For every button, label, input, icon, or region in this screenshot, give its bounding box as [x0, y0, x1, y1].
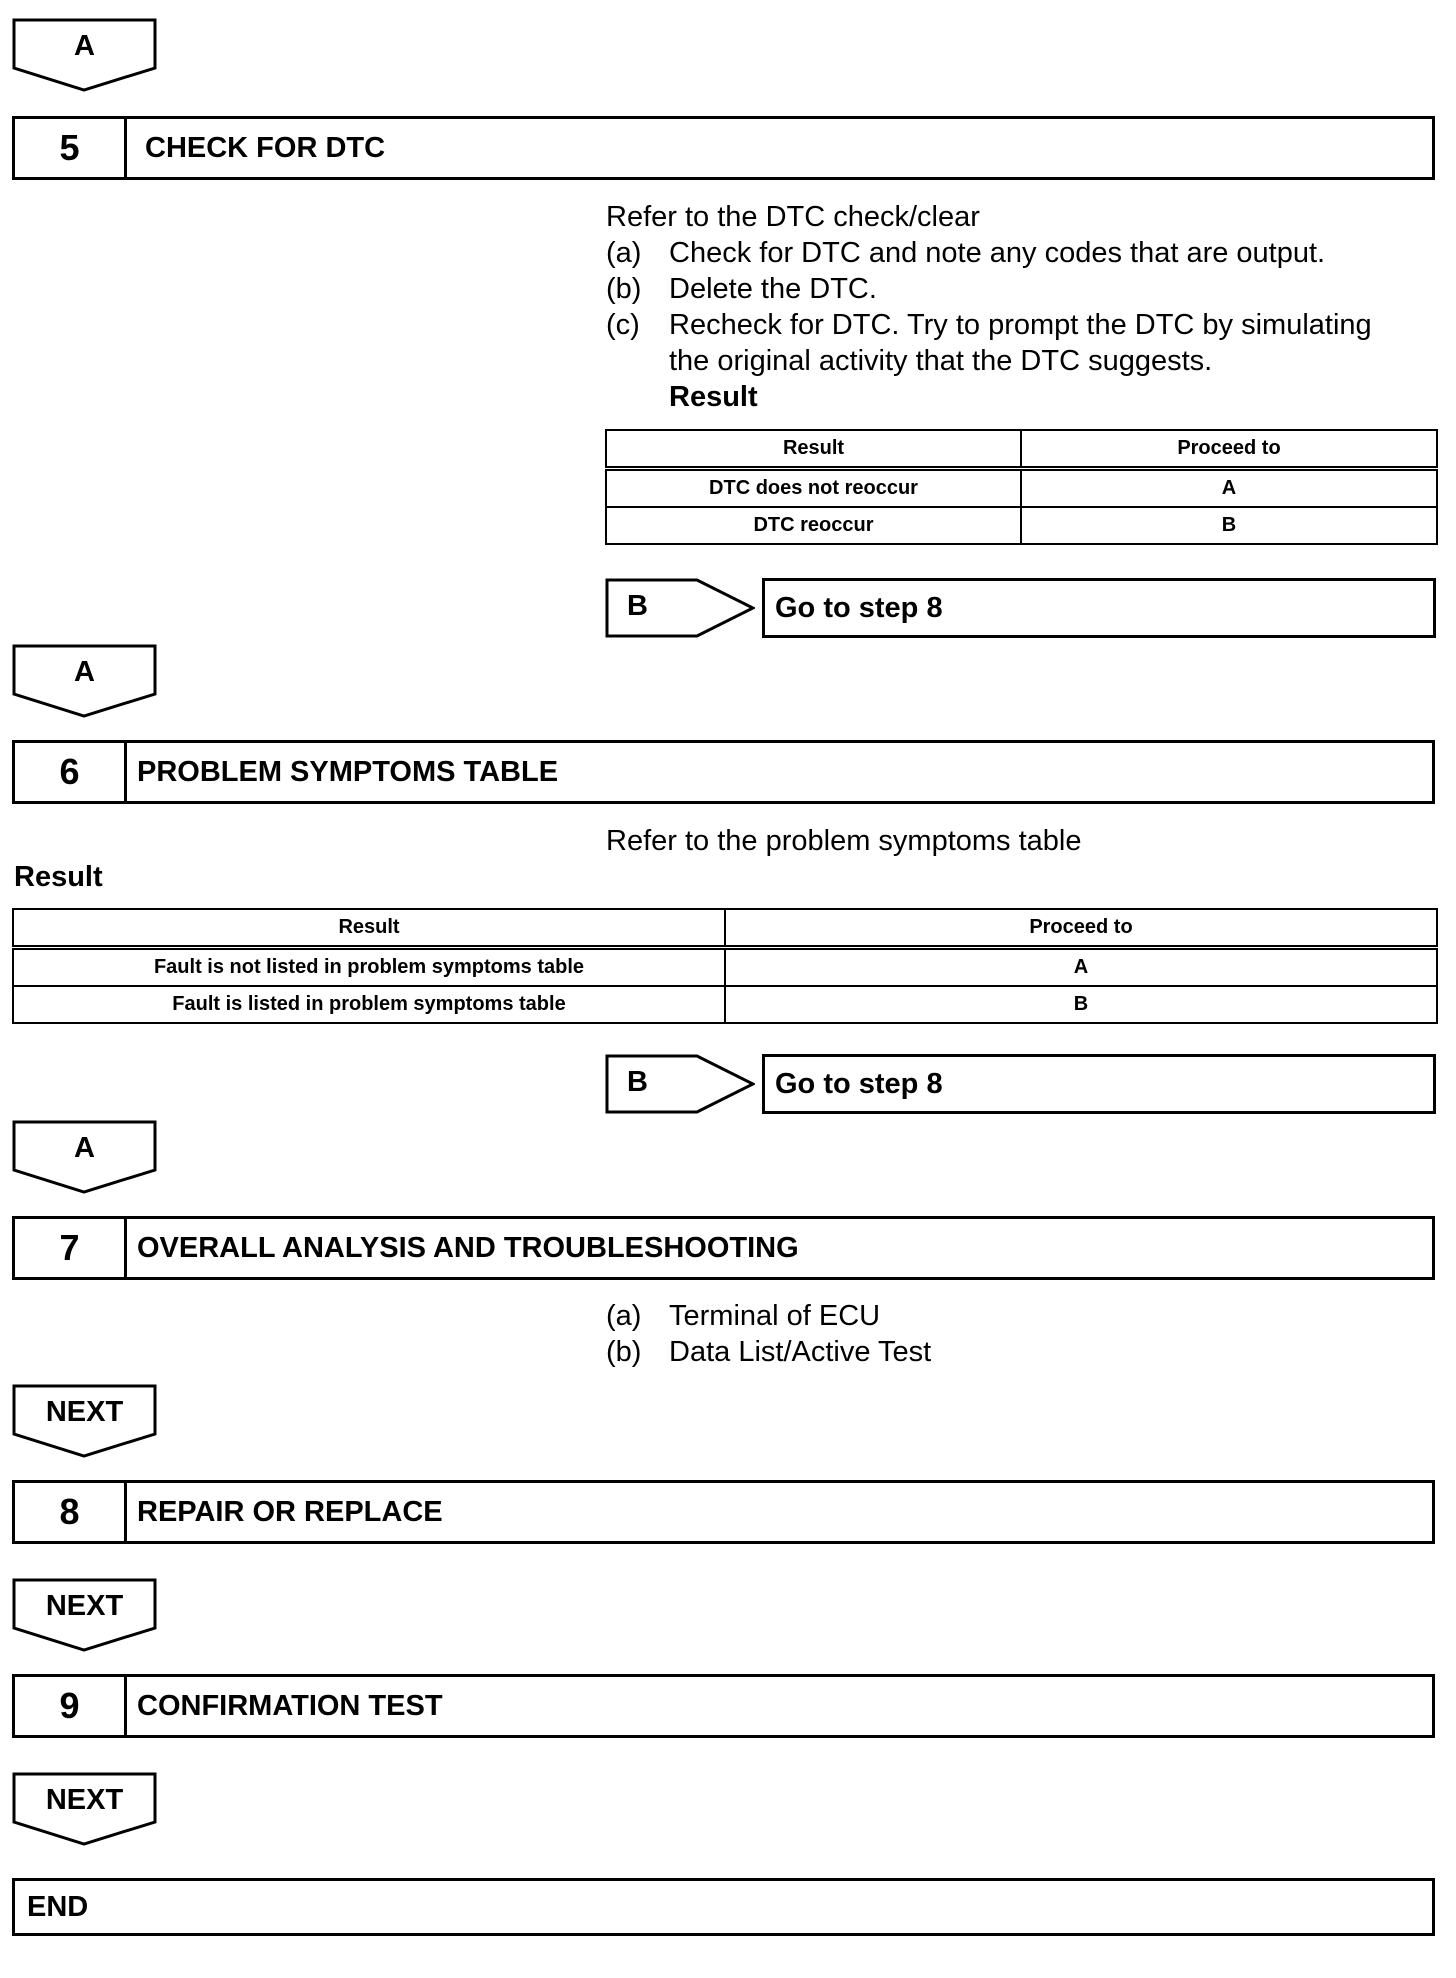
step5-item-b: (b) Delete the DTC.	[606, 273, 877, 305]
table-header: Result	[13, 909, 725, 948]
step-5-header	[12, 116, 1435, 180]
proceed-b-marker	[605, 1054, 755, 1114]
table-cell: DTC does not reoccur	[606, 469, 1021, 508]
marker-label: NEXT	[45, 1396, 124, 1428]
step5-result-heading: Result	[669, 381, 758, 413]
marker-label: NEXT	[45, 1590, 124, 1622]
goto-step-8-box: Go to step 8	[762, 578, 1436, 638]
table-header: Result	[606, 430, 1021, 469]
table-header: Proceed to	[725, 909, 1437, 948]
step7-item-a: (a) Terminal of ECU	[606, 1300, 881, 1332]
step6-result-heading: Result	[14, 861, 103, 893]
step-title: CONFIRMATION TEST	[137, 1689, 443, 1722]
step5-item-c-cont: the original activity that the DTC suggests.	[669, 345, 1213, 377]
proceed-a-marker	[12, 644, 157, 718]
table-row	[606, 469, 1437, 508]
marker-label: B	[627, 590, 648, 622]
table-row	[13, 948, 1437, 987]
table-cell: B	[725, 986, 1437, 1023]
goto-step-8-box: Go to step 8	[762, 1054, 1436, 1114]
marker-label: NEXT	[45, 1784, 124, 1816]
proceed-a-marker	[12, 1120, 157, 1194]
step6-result-table	[12, 908, 1438, 1024]
step-number: 5	[15, 119, 127, 177]
step5-result-table	[605, 429, 1438, 545]
marker-label: A	[74, 1132, 95, 1164]
step-6-header	[12, 740, 1435, 804]
next-marker	[12, 1578, 157, 1652]
step-9-header	[12, 1674, 1435, 1738]
next-marker	[12, 1772, 157, 1846]
step-title: PROBLEM SYMPTOMS TABLE	[137, 755, 559, 788]
step-title: CHECK FOR DTC	[145, 131, 386, 164]
step6-intro: Refer to the problem symptoms table	[606, 825, 1082, 857]
step-7-header	[12, 1216, 1435, 1280]
table-cell: B	[1021, 507, 1437, 544]
proceed-b-marker	[605, 578, 755, 638]
step-8-header	[12, 1480, 1435, 1544]
step-number: 6	[15, 743, 127, 801]
table-cell: A	[725, 948, 1437, 987]
marker-label: A	[74, 656, 95, 688]
step-title: OVERALL ANALYSIS AND TROUBLESHOOTING	[137, 1231, 799, 1264]
proceed-a-marker	[12, 18, 157, 92]
table-cell: A	[1021, 469, 1437, 508]
marker-label: B	[627, 1066, 648, 1098]
table-row	[606, 507, 1437, 544]
table-row	[13, 986, 1437, 1023]
step5-intro: Refer to the DTC check/clear	[606, 201, 980, 233]
step-number: 7	[15, 1219, 127, 1277]
table-cell: DTC reoccur	[606, 507, 1021, 544]
table-cell: Fault is listed in problem symptoms table	[13, 986, 725, 1023]
step5-item-c: (c) Recheck for DTC. Try to prompt the DTC by simulating	[606, 309, 1372, 341]
table-header: Proceed to	[1021, 430, 1437, 469]
end-box: END	[12, 1878, 1435, 1936]
step-title: REPAIR OR REPLACE	[137, 1495, 443, 1528]
table-cell: Fault is not listed in problem symptoms table	[13, 948, 725, 987]
next-marker	[12, 1384, 157, 1458]
step-number: 8	[15, 1483, 127, 1541]
step5-item-a: (a) Check for DTC and note any codes that are output.	[606, 237, 1326, 269]
step-number: 9	[15, 1677, 127, 1735]
step7-item-b: (b) Data List/Active Test	[606, 1336, 932, 1368]
marker-label: A	[74, 30, 95, 62]
